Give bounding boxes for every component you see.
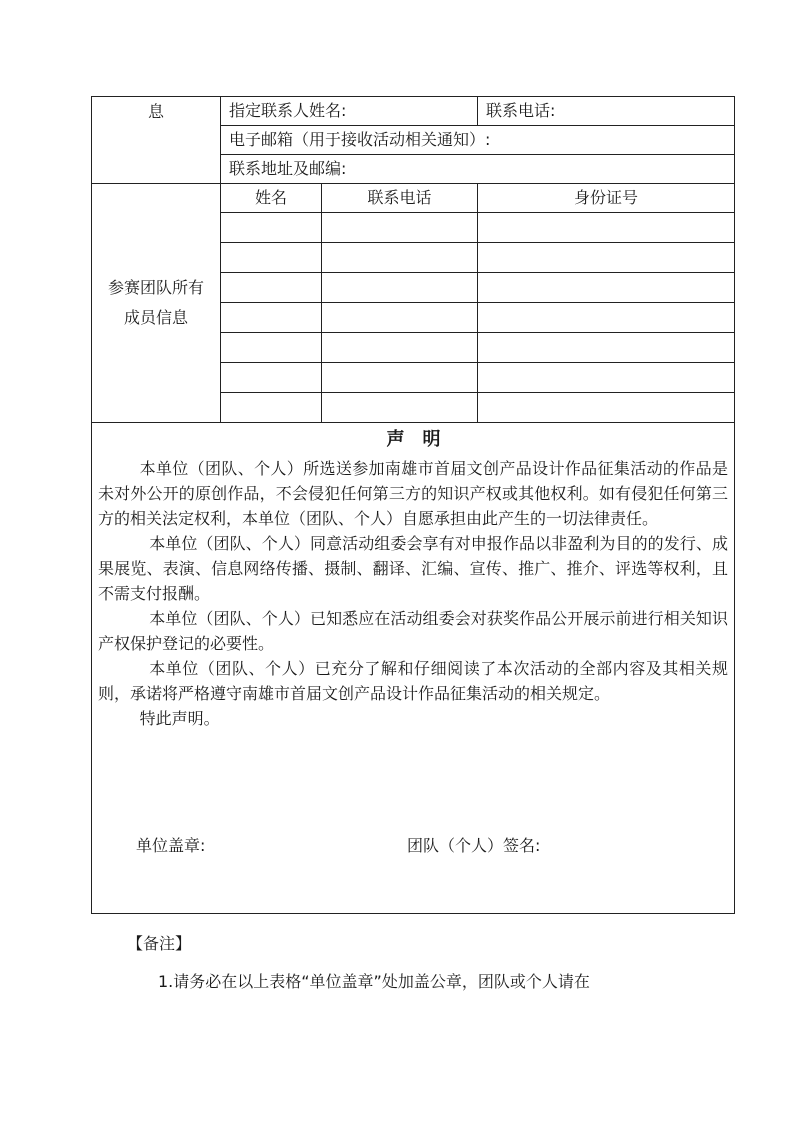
email-field[interactable]: 电子邮箱（用于接收活动相关通知）:	[221, 126, 735, 155]
contact-name-row	[92, 97, 735, 126]
declaration-body	[98, 456, 728, 731]
member-phone-cell[interactable]	[322, 273, 478, 303]
member-name-cell[interactable]	[221, 333, 322, 363]
members-section-label-line1: 参赛团队所有	[107, 278, 204, 297]
declaration-cell	[92, 423, 735, 914]
declaration-paragraph-4: 本单位（团队、个人）已充分了解和仔细阅读了本次活动的全部内容及其相关规则，承诺将严格遵守南雄市首届文创产品设计作品征集活动的相关规定。	[98, 659, 728, 703]
member-name-cell[interactable]	[221, 393, 322, 423]
address-field[interactable]: 联系地址及邮编:	[221, 155, 735, 184]
column-header-id-number: 身份证号	[478, 184, 735, 213]
members-header-row	[92, 184, 735, 213]
member-id-cell[interactable]	[478, 303, 735, 333]
member-phone-cell[interactable]	[322, 303, 478, 333]
remarks-title: 【备注】	[127, 934, 192, 953]
member-id-cell[interactable]	[478, 273, 735, 303]
member-phone-cell[interactable]	[322, 333, 478, 363]
member-name-cell[interactable]	[221, 213, 322, 243]
member-id-cell[interactable]	[478, 363, 735, 393]
declaration-paragraph-2: 本单位（团队、个人）同意活动组委会享有对申报作品以非盈利为目的的发行、成果展览、表演、信息网络传播、摄制、翻译、汇编、宣传、推广、推介、评选等权利，且不需支付报酬。	[98, 534, 728, 603]
members-section-label-line2: 成员信息	[123, 308, 188, 327]
contact-name-field[interactable]: 指定联系人姓名:	[221, 97, 478, 126]
declaration-title: 声 明	[386, 429, 441, 450]
member-id-cell[interactable]	[478, 213, 735, 243]
member-name-cell[interactable]	[221, 303, 322, 333]
member-phone-cell[interactable]	[322, 393, 478, 423]
remarks-item-1: 1.请务必在以上表格“单位盖章”处加盖公章，团队或个人请在	[158, 972, 590, 991]
member-name-cell[interactable]	[221, 363, 322, 393]
application-form-table	[91, 96, 735, 914]
column-header-name: 姓名	[221, 184, 322, 213]
member-name-cell[interactable]	[221, 273, 322, 303]
unit-seal-field[interactable]: 单位盖章:	[136, 836, 206, 855]
member-phone-cell[interactable]	[322, 363, 478, 393]
member-id-cell[interactable]	[478, 393, 735, 423]
contact-info-section-label: 息	[92, 97, 221, 184]
declaration-paragraph-3: 本单位（团队、个人）已知悉应在活动组委会对获奖作品公开展示前进行相关知识产权保护登记的必要性。	[98, 609, 728, 653]
declaration-box	[92, 423, 735, 913]
member-id-cell[interactable]	[478, 243, 735, 273]
member-name-cell[interactable]	[221, 243, 322, 273]
member-phone-cell[interactable]	[322, 213, 478, 243]
declaration-paragraph-1: 本单位（团队、个人）所选送参加南雄市首届文创产品设计作品征集活动的作品是未对外公开的原创作品，不会侵犯任何第三方的知识产权或其他权利。如有侵犯任何第三方的相关法定权利，本单位（团队、个人）自愿承担由此产生的一切法律责任。	[98, 459, 728, 528]
declaration-closing: 特此声明。	[139, 709, 220, 728]
declaration-row	[92, 423, 735, 914]
column-header-phone: 联系电话	[322, 184, 478, 213]
member-phone-cell[interactable]	[322, 243, 478, 273]
member-id-cell[interactable]	[478, 333, 735, 363]
members-section-label	[92, 184, 221, 423]
contact-phone-field[interactable]: 联系电话:	[478, 97, 735, 126]
team-signature-field[interactable]: 团队（个人）签名:	[407, 836, 541, 855]
